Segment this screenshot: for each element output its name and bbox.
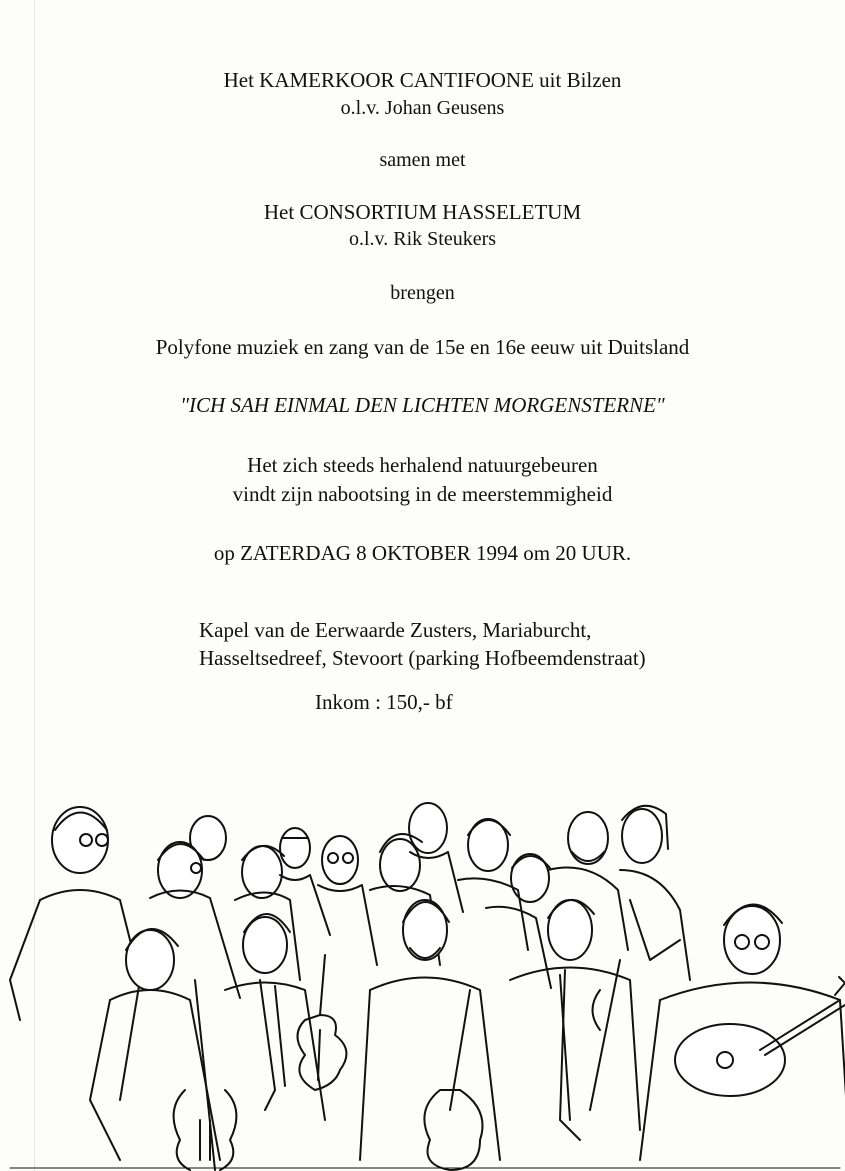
back-row-singers — [52, 803, 668, 884]
front-row-musicians — [90, 900, 845, 1170]
program-text: Polyfone muziek en zang van de 15e en 16e eeuw uit Duitsland — [155, 335, 690, 359]
admission-price: Inkom : 150,- bf — [315, 690, 453, 714]
choir-line: Het KAMERKOOR CANTIFOONE uit Bilzen — [223, 68, 622, 92]
theme-line-1: Het zich steeds herhalend natuurgebeuren — [247, 453, 598, 477]
together-text: samen met — [379, 149, 466, 171]
standing-bodies — [10, 852, 690, 1100]
consort-line: Het CONSORTIUM HASSELETUM — [263, 200, 582, 224]
choir-conductor: o.l.v. Johan Geusens — [340, 97, 505, 119]
venue-line-1: Kapel van de Eerwaarde Zusters, Mariaburcht, — [199, 618, 592, 642]
venue-line-2: Hasseltsedreef, Stevoort (parking Hofbeemdenstraat) — [199, 646, 646, 670]
theme-line-2: vindt zijn nabootsing in de meerstemmigheid — [232, 482, 613, 506]
bring-text: brengen — [390, 282, 455, 304]
consort-conductor: o.l.v. Rik Steukers — [348, 228, 497, 250]
concert-date: op ZATERDAG 8 OKTOBER 1994 om 20 UUR. — [213, 541, 632, 565]
concert-title: "ICH SAH EINMAL DEN LICHTEN MORGENSTERNE" — [180, 393, 665, 417]
musicians-illustration — [0, 790, 845, 1171]
